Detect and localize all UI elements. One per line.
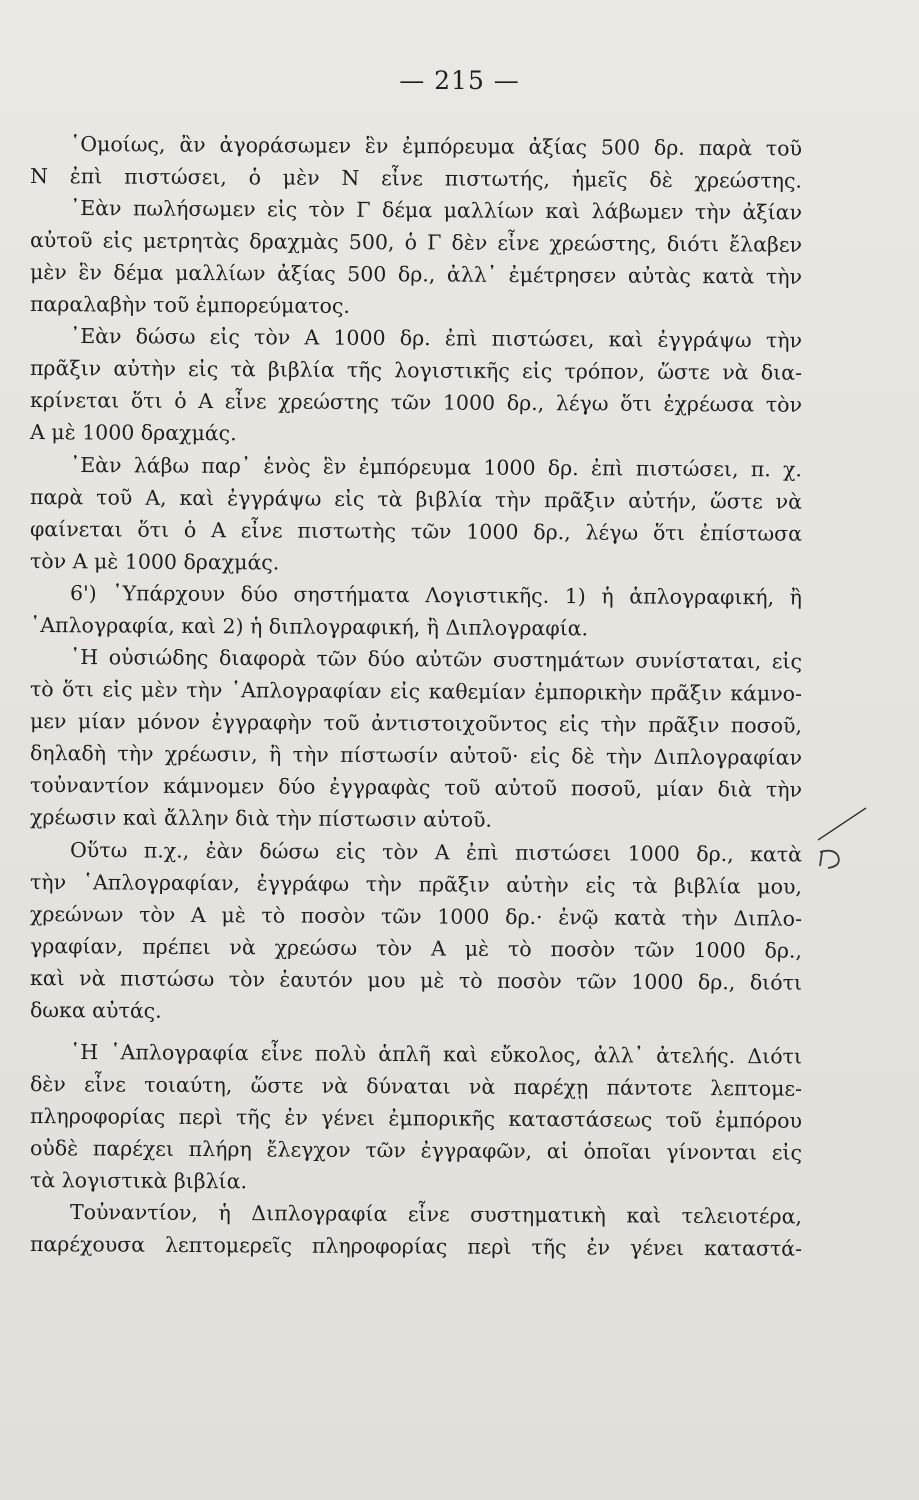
text-line: δὲν εἶνε τοιαύτη, ὥστε νὰ δύναται νὰ παρέχῃ πάντοτε λεπτομε- <box>29 1072 803 1101</box>
text-line: φαίνεται ὅτι ὁ Α εἶνε πιστωτὴς τῶν 1000 δρ., λέγω ὅτι ἐπίστωσα <box>29 517 803 546</box>
text-line: ῾Ομοίως, ἂν ἀγοράσωμεν ἓν ἐμπόρευμα ἀξίας 500 δρ. παρὰ τοῦ <box>69 132 803 161</box>
text-line: αὐτοῦ εἰς μετρητὰς δραχμὰς 500, ὁ Γ δὲν εἶνε χρεώστης, διότι ἔλαβεν <box>29 228 803 257</box>
text-line: τὸν Α μὲ 1000 δραχμάς. <box>29 549 280 575</box>
text-line: γραφίαν, πρέπει νὰ χρεώσω τὸν Α μὲ τὸ ποσὸν τῶν 1000 δρ., <box>29 934 803 963</box>
text-line: χρεώνων τὸν Α μὲ τὸ ποσὸν τῶν 1000 δρ.· ἐνῷ κατὰ τὴν Διπλο- <box>29 902 803 931</box>
text-line: Ν ἐπὶ πιστώσει, ὁ μὲν Ν εἶνε πιστωτής, ἡμεῖς δὲ χρεώστης. <box>29 164 803 193</box>
text-line: δωκα αὐτάς. <box>29 998 162 1023</box>
text-line: ᾿Εὰν δώσω εἰς τὸν Α 1000 δρ. ἐπὶ πιστώσει, καὶ ἐγγράψω τὴν <box>69 324 803 353</box>
text-line: Οὕτω π.χ., ἐὰν δώσω εἰς τὸν Α ἐπὶ πιστώσει 1000 δρ., κατὰ <box>69 838 803 867</box>
text-line: μὲν ἓν δέμα μαλλίων ἀξίας 500 δρ., ἀλλ᾿ ἐμέτρησεν αὐτὰς κατὰ τὴν <box>29 260 803 289</box>
text-line: καὶ νὰ πιστώσω τὸν ἑαυτόν μου μὲ τὸ ποσὸν τῶν 1000 δρ., διότι <box>29 966 803 995</box>
text-line: τὰ λογιστικὰ βιβλία. <box>29 1168 248 1194</box>
section-heading-line: ῾Απλογραφία, καὶ 2) ἡ διπλογραφική, ἢ Διπλογραφία. <box>29 613 589 641</box>
text-line: κρίνεται ὅτι ὁ Α εἶνε χρεώστης τῶν 1000 δρ., λέγω ὅτι ἐχρέωσα τὸν <box>29 388 803 417</box>
section-heading-line: 6') ῾Υπάρχουν δύο σηστήματα Λογιστικῆς. 1) ἡ ἁπλογραφική, ἢ <box>69 581 803 610</box>
text-line: ῾Η ῾Απλογραφία εἶνε πολὺ ἁπλῆ καὶ εὔκολος, ἀλλ᾿ ἀτελής. Διότι <box>69 1040 803 1069</box>
page-number: — 215 — <box>399 66 520 95</box>
text-line: τὸ ὅτι εἰς μὲν τὴν ῾Απλογραφίαν εἰς καθεμίαν ἐμπορικὴν πρᾶξιν κάμνο- <box>29 677 803 706</box>
text-line: Τοὐναντίον, ἡ Διπλογραφία εἶνε συστηματικὴ καὶ τελειοτέρα, <box>69 1200 803 1229</box>
text-line: πληροφορίας περὶ τῆς ἐν γένει ἐμπορικῆς καταστάσεως τοῦ ἐμπόρου <box>29 1104 803 1133</box>
text-line: ᾿Εὰν πωλήσωμεν εἰς τὸν Γ δέμα μαλλίων καὶ λάβωμεν τὴν ἀξίαν <box>69 196 803 225</box>
text-line: πρᾶξιν αὐτὴν εἰς τὰ βιβλία τῆς λογιστικῆς εἰς τρόπον, ὥστε νὰ δια- <box>29 356 803 385</box>
text-line: παρὰ τοῦ Α, καὶ ἐγγράψω εἰς τὰ βιβλία τὴν πρᾶξιν αὐτήν, ὥστε νὰ <box>29 485 803 514</box>
text-line: παραλαβὴν τοῦ ἐμπορεύματος. <box>29 292 351 318</box>
text-line: τοὐναντίον κάμνομεν δύο ἐγγραφὰς τοῦ αὐτοῦ ποσοῦ, μίαν διὰ τὴν <box>29 773 803 802</box>
handwritten-margin-mark <box>812 800 872 870</box>
text-line: Α μὲ 1000 δραχμάς. <box>29 420 237 446</box>
text-line: ῾Η οὐσιώδης διαφορὰ τῶν δύο αὐτῶν συστημάτων συνίσταται, εἰς <box>69 645 803 674</box>
text-line: χρέωσιν καὶ ἄλλην διὰ τὴν πίστωσιν αὐτοῦ. <box>29 805 493 832</box>
text-line: παρέχουσα λεπτομερεῖς πληροφορίας περὶ τῆς ἐν γένει καταστά- <box>29 1232 803 1261</box>
text-line: οὐδὲ παρέχει πλήρη ἔλεγχον τῶν ἐγγραφῶν, αἱ ὁποῖαι γίνονται εἰς <box>29 1136 803 1165</box>
text-line: τὴν ῾Απλογραφίαν, ἐγγράφω τὴν πρᾶξιν αὐτὴν εἰς τὰ βιβλία μου, <box>29 870 803 899</box>
text-line: ᾿Εὰν λάβω παρ᾿ ἑνὸς ἓν ἐμπόρευμα 1000 δρ. ἐπὶ πιστώσει, π. χ. <box>69 453 803 482</box>
text-line: μεν μίαν μόνον ἐγγραφὴν τοῦ ἀντιστοιχοῦντος εἰς τὴν πρᾶξιν ποσοῦ, <box>29 709 803 738</box>
text-line: δηλαδὴ τὴν χρέωσιν, ἢ τὴν πίστωσίν αὐτοῦ· εἰς δὲ τὴν Διπλογραφίαν <box>29 741 803 770</box>
